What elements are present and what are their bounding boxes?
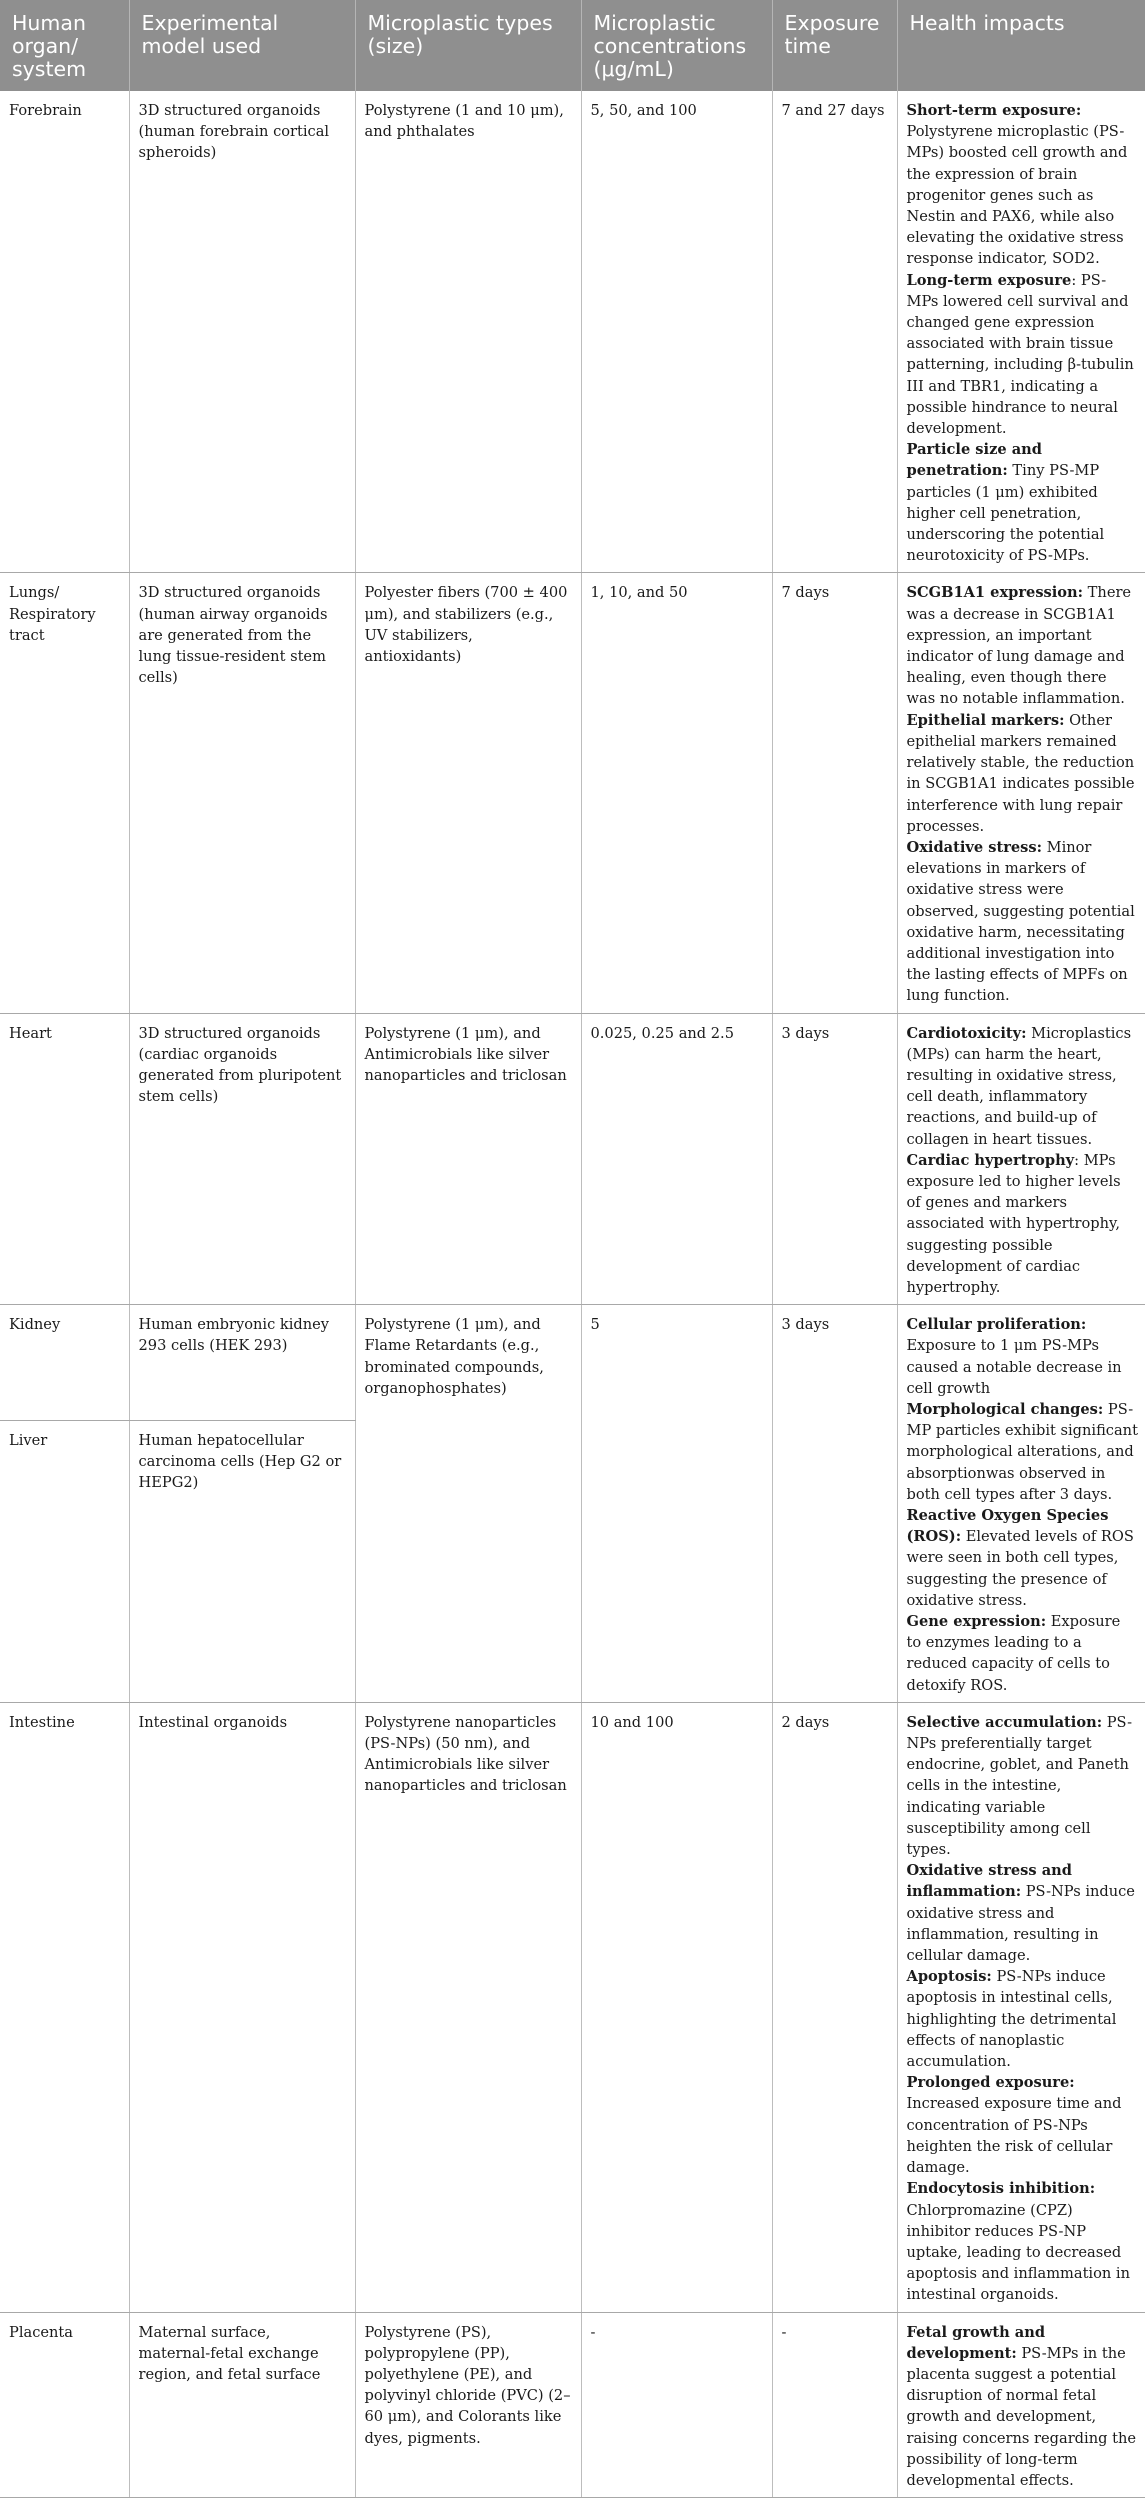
table-row bbox=[0, 573, 1145, 1013]
impact-text: There was a decrease in SCGB1A1 expression, an important indicator of lung damage and healing, even though there was no notable inflammation. bbox=[906, 584, 1132, 708]
impact-item bbox=[907, 582, 1139, 709]
concentration-cell: - bbox=[581, 2312, 772, 2498]
exposure-cell: 7 days bbox=[772, 573, 897, 1013]
impact-item bbox=[907, 1505, 1139, 1611]
exposure-cell bbox=[772, 1421, 897, 1703]
impact-text: PS-MPs in the placenta suggest a potential disruption of normal fetal growth and development, raising concerns regarding the possibility of long-term developmental effects. bbox=[906, 2344, 1136, 2489]
table-row bbox=[0, 2312, 1145, 2498]
organ-cell: Heart bbox=[0, 1013, 129, 1305]
impact-item bbox=[907, 1712, 1139, 1860]
impact-text: Other epithelial markers remained relatively stable, the reduction in SCGB1A1 indicates possible interference with lung repair processes. bbox=[906, 711, 1135, 835]
concentration-cell: 5, 50, and 100 bbox=[581, 91, 772, 573]
model-cell: Intestinal organoids bbox=[129, 1702, 355, 2312]
exposure-cell: 2 days bbox=[772, 1702, 897, 2312]
concentration-cell bbox=[581, 1421, 772, 1703]
model-cell: Maternal surface, maternal-fetal exchange region, and fetal surface bbox=[129, 2312, 355, 2498]
model-cell: Human embryonic kidney 293 cells (HEK 293) bbox=[129, 1305, 355, 1421]
table-header bbox=[0, 0, 1145, 91]
impact-text: Increased exposure time and concentration of PS-NPs heighten the risk of cellular damage. bbox=[906, 2095, 1122, 2177]
model-cell: Human hepatocellular carcinoma cells (Hep G2 or HEPG2) bbox=[129, 1421, 355, 1703]
concentration-cell: 5 bbox=[581, 1305, 772, 1421]
organ-cell: Kidney bbox=[0, 1305, 129, 1421]
impact-item bbox=[907, 1150, 1139, 1298]
impact-text: PS-MP particles exhibit significant morphological alterations, and absorptionwas observed in both cell types after 3 days. bbox=[906, 1400, 1138, 1503]
types-cell: Polystyrene (1 μm), and Flame Retardants (e.g., brominated compounds, organophosphates) bbox=[355, 1305, 581, 1421]
impact-item bbox=[907, 837, 1139, 1007]
organ-cell: Intestine bbox=[0, 1702, 129, 2312]
header-types: Microplastic types (size) bbox=[355, 0, 581, 91]
impact-title: Apoptosis: bbox=[906, 1968, 992, 1986]
impact-title: Reactive Oxygen Species (ROS): bbox=[906, 1507, 1109, 1546]
impact-text: PS-NPs induce oxidative stress and inflammation, resulting in cellular damage. bbox=[906, 1883, 1135, 1965]
impacts-cell bbox=[897, 1702, 1145, 2312]
header-model: Experimental model used bbox=[129, 0, 355, 91]
model-cell: 3D structured organoids (cardiac organoids generated from pluripotent stem cells) bbox=[129, 1013, 355, 1305]
impact-title: Prolonged exposure: bbox=[906, 2074, 1075, 2092]
impacts-cell bbox=[897, 91, 1145, 573]
header-impacts: Health impacts bbox=[897, 0, 1145, 91]
impact-text: PS-NPs preferentially target endocrine, goblet, and Paneth cells in the intestine, indicating variable susceptibility among cell types. bbox=[906, 1713, 1132, 1859]
types-cell: Polystyrene (PS), polypropylene (PP), polyethylene (PE), and polyvinyl chloride (PVC) (2–60 μm), and Colorants like dyes, pigments. bbox=[355, 2312, 581, 2498]
header-concentrations: Microplastic concentrations (μg/mL) bbox=[581, 0, 772, 91]
concentration-cell: 1, 10, and 50 bbox=[581, 573, 772, 1013]
types-cell bbox=[355, 1421, 581, 1703]
impact-title: Fetal growth and development: bbox=[906, 2323, 1046, 2362]
impact-text: PS-NPs induce apoptosis in intestinal cells, highlighting the detrimental effects of nanoplastic accumulation. bbox=[906, 1968, 1117, 2071]
impact-title: Long-term exposure bbox=[906, 271, 1072, 289]
table-row bbox=[0, 1305, 1145, 1421]
impact-item bbox=[907, 2072, 1139, 2178]
impact-item bbox=[907, 1314, 1139, 1399]
impact-text: Polystyrene microplastic (PS-MPs) boosted cell growth and the expression of brain progenitor genes such as Nestin and PAX6, while also elevating the oxidative stress response indicator, SOD2. bbox=[906, 123, 1128, 268]
impact-text: Elevated levels of ROS were seen in both cell types, suggesting the presence of oxidative stress. bbox=[906, 1528, 1134, 1609]
impact-title: Cellular proliferation: bbox=[906, 1316, 1087, 1334]
impacts-cell bbox=[897, 1013, 1145, 1305]
header-exposure: Exposure time bbox=[772, 0, 897, 91]
impact-item bbox=[907, 270, 1139, 440]
impact-title: Endocytosis inhibition: bbox=[906, 2180, 1096, 2198]
impact-title: Short-term exposure: bbox=[906, 102, 1082, 119]
table-row bbox=[0, 91, 1145, 573]
impact-title: Selective accumulation: bbox=[906, 1713, 1103, 1731]
impact-text: Exposure to 1 μm PS-MPs caused a notable decrease in cell growth bbox=[906, 1337, 1122, 1397]
impact-item bbox=[907, 1611, 1139, 1696]
table-row bbox=[0, 1013, 1145, 1305]
impact-title: Epithelial markers: bbox=[906, 711, 1065, 729]
organ-cell: Forebrain bbox=[0, 91, 129, 573]
impact-item bbox=[907, 1860, 1139, 1966]
table-row bbox=[0, 1702, 1145, 2312]
impact-title: Cardiotoxicity: bbox=[906, 1024, 1027, 1042]
header-organ: Human organ/ system bbox=[0, 0, 129, 91]
impact-item bbox=[907, 1023, 1139, 1150]
impact-title: SCGB1A1 expression: bbox=[906, 584, 1084, 602]
impact-title: Morphological changes: bbox=[906, 1400, 1104, 1418]
exposure-cell: - bbox=[772, 2312, 897, 2498]
impact-text: Exposure to enzymes leading to a reduced capacity of cells to detoxify ROS. bbox=[906, 1613, 1121, 1694]
impact-title: Oxidative stress: bbox=[906, 838, 1042, 856]
impact-text: : PS-MPs lowered cell survival and changed gene expression associated with brain tissue patterning, including β-tubulin III and TBR1, indicating a possible hindrance to neural development. bbox=[906, 271, 1134, 438]
organ-cell: Liver bbox=[0, 1421, 129, 1703]
impact-item bbox=[907, 2322, 1139, 2492]
impact-text: Chlorpromazine (CPZ) inhibitor reduces PS-NP uptake, leading to decreased apoptosis and inflammation in intestinal organoids. bbox=[906, 2201, 1130, 2304]
types-cell: Polystyrene nanoparticles (PS-NPs) (50 nm), and Antimicrobials like silver nanoparticles and triclosan bbox=[355, 1702, 581, 2312]
impact-item bbox=[907, 1399, 1139, 1505]
impact-item bbox=[907, 710, 1139, 837]
types-cell: Polystyrene (1 and 10 μm), and phthalates bbox=[355, 91, 581, 573]
impact-title: Particle size and penetration: bbox=[906, 441, 1042, 480]
concentration-cell: 0.025, 0.25 and 2.5 bbox=[581, 1013, 772, 1305]
impact-item bbox=[907, 439, 1139, 566]
impact-text: Tiny PS-MP particles (1 μm) exhibited higher cell penetration, underscoring the potential neurotoxicity of PS-MPs. bbox=[906, 462, 1105, 565]
types-cell: Polyester fibers (700 ± 400 μm), and stabilizers (e.g., UV stabilizers, antioxidants) bbox=[355, 573, 581, 1013]
impact-title: Oxidative stress and inflammation: bbox=[906, 1862, 1072, 1901]
exposure-cell: 3 days bbox=[772, 1305, 897, 1421]
concentration-cell: 10 and 100 bbox=[581, 1702, 772, 2312]
impact-title: Gene expression: bbox=[906, 1613, 1047, 1631]
impact-text: : MPs exposure led to higher levels of genes and markers associated with hypertrophy, suggesting possible development of cardiac hypertrophy. bbox=[906, 1151, 1121, 1296]
impact-item bbox=[907, 100, 1139, 270]
impact-item bbox=[907, 2178, 1139, 2305]
exposure-cell: 7 and 27 days bbox=[772, 91, 897, 573]
impact-item bbox=[907, 1966, 1139, 2072]
model-cell: 3D structured organoids (human airway organoids are generated from the lung tissue-resident stem cells) bbox=[129, 573, 355, 1013]
impacts-cell bbox=[897, 573, 1145, 1013]
table-body bbox=[0, 91, 1145, 2498]
impacts-cell bbox=[897, 1305, 1145, 1703]
model-cell: 3D structured organoids (human forebrain cortical spheroids) bbox=[129, 91, 355, 573]
impact-text: Microplastics (MPs) can harm the heart, resulting in oxidative stress, cell death, inflammatory reactions, and build-up of collagen in heart tissues. bbox=[906, 1024, 1132, 1148]
header-row bbox=[0, 0, 1145, 91]
exposure-cell: 3 days bbox=[772, 1013, 897, 1305]
impact-text: Minor elevations in markers of oxidative stress were observed, suggesting potential oxidative harm, necessitating additional investigation into the lasting effects of MPFs on lung function. bbox=[906, 838, 1135, 1005]
impact-title: Cardiac hypertrophy bbox=[906, 1151, 1075, 1169]
organ-cell: Placenta bbox=[0, 2312, 129, 2498]
organ-cell: Lungs/ Respiratory tract bbox=[0, 573, 129, 1013]
impacts-cell bbox=[897, 2312, 1145, 2498]
types-cell: Polystyrene (1 μm), and Antimicrobials like silver nanoparticles and triclosan bbox=[355, 1013, 581, 1305]
